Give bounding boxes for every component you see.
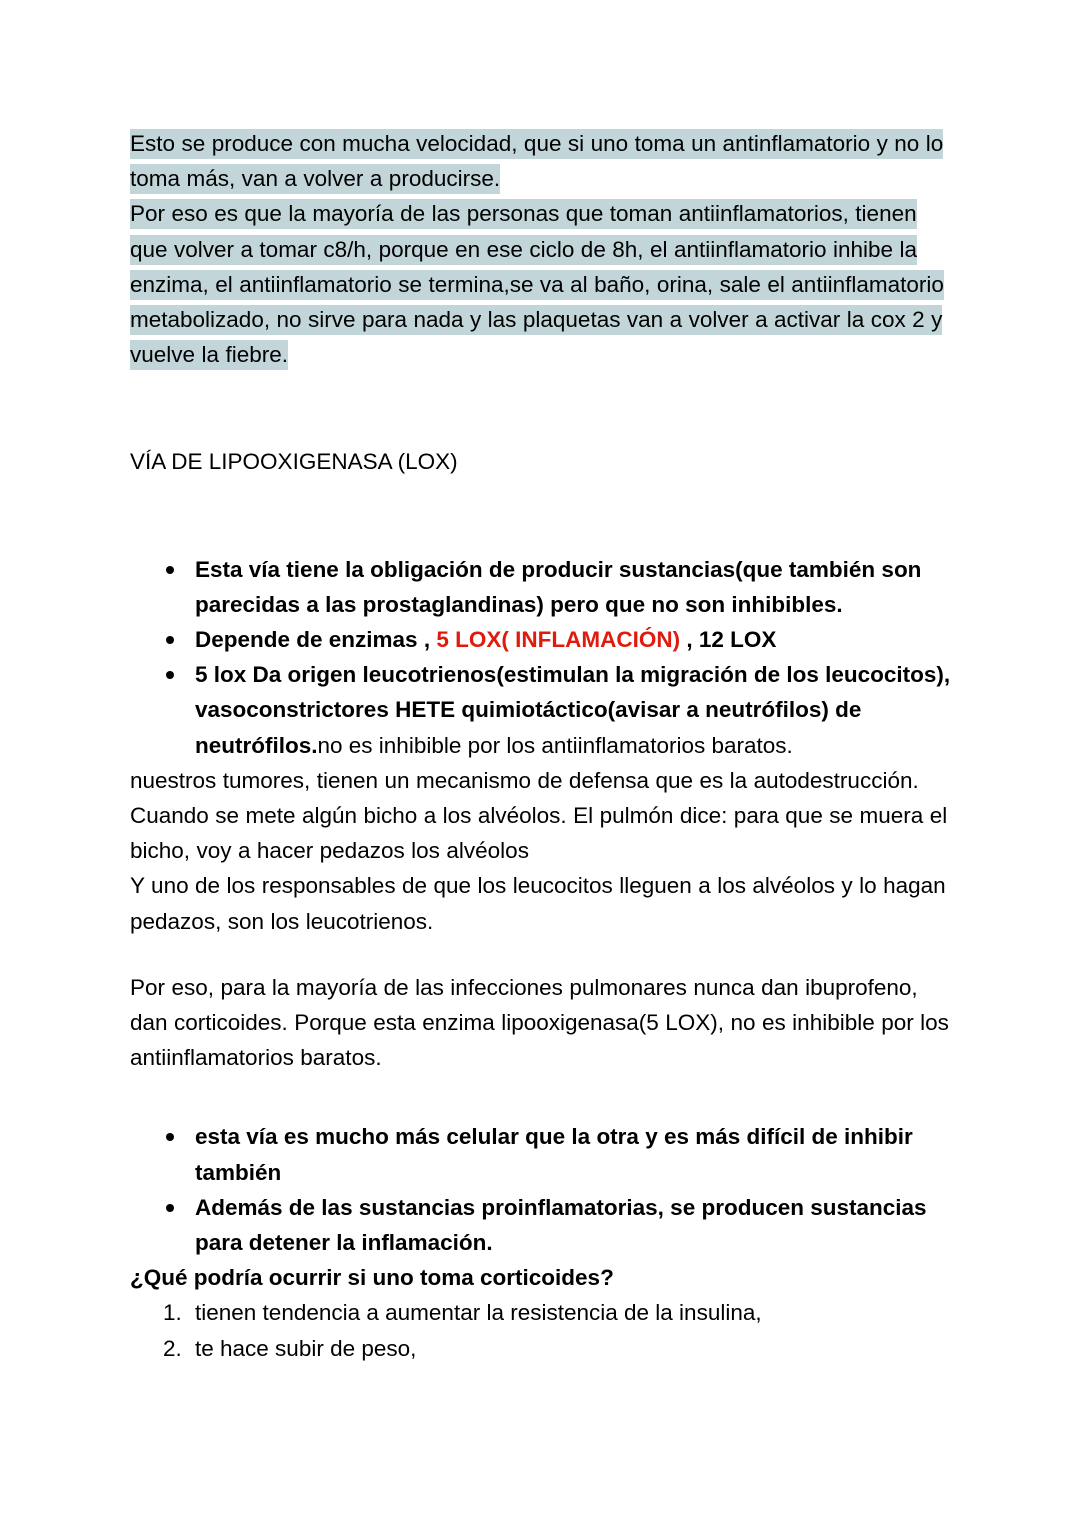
- list-item: [130, 1295, 954, 1330]
- list-item-bold-text: Además de las sustancias proinflamatorias, se producen sustancias para detener la inflamación.: [195, 1194, 927, 1256]
- paragraph-4: Cuando se mete algún bicho a los alvéolos. El pulmón dice: para que se muera el bicho, voy a hacer pedazos los alvéolos: [130, 803, 948, 864]
- list-item-bold-text: 5 lox Da origen leucotrienos(estimulan la migración de los leucocitos), vasoconstrictores HETE quimiotáctico(avisar a neutrófilos) de neutrófilos.: [195, 662, 951, 758]
- list-item: [130, 1190, 954, 1260]
- paragraph-3: nuestros tumores, tienen un mecanismo de defensa que es la autodestrucción.: [130, 767, 919, 793]
- paragraph-highlighted-1: [130, 126, 954, 196]
- question-line: ¿Qué podría ocurrir si uno toma corticoides?: [130, 1265, 614, 1291]
- list-item: [130, 657, 954, 763]
- list-item-bold-text: Depende de enzimas ,: [195, 627, 437, 653]
- list-item-marker: 2.: [163, 1335, 182, 1361]
- spacer: [130, 372, 954, 444]
- bullet-dot-icon: [166, 636, 174, 644]
- list-item-text: tienen tendencia a aumentar la resistencia de la insulina,: [195, 1300, 762, 1326]
- list-item-red-text: 5 LOX( INFLAMACIÓN): [436, 627, 681, 653]
- highlight-span-1: Esto se produce con mucha velocidad, que si uno toma un antinflamatorio y no lo toma más, van a volver a producirse.: [130, 129, 943, 194]
- bullet-dot-icon: [166, 671, 174, 679]
- list-item-regular-text: no es inhibible por los antiinflamatorios baratos.: [317, 732, 793, 758]
- list-item-bold-text: Esta vía tiene la obligación de producir sustancias(que también son parecidas a las prostaglandinas) pero que no son inhibibles.: [195, 556, 922, 617]
- spacer: [130, 480, 954, 552]
- list-item: [130, 1331, 954, 1366]
- list-item: [130, 1119, 954, 1189]
- section-heading-lox: VÍA DE LIPOOXIGENASA (LOX): [130, 449, 458, 475]
- list-item-bold-text: esta vía es mucho más celular que la otra y es más difícil de inhibir también: [195, 1124, 913, 1185]
- list-item-text: te hace subir de peso,: [195, 1335, 417, 1361]
- paragraph-5: Y uno de los responsables de que los leucocitos lleguen a los alvéolos y lo hagan pedazos, son los leucotrienos.: [130, 873, 946, 934]
- bullet-dot-icon: [166, 1133, 174, 1141]
- numbered-list: [130, 1295, 954, 1365]
- paragraph-6: Por eso, para la mayoría de las infecciones pulmonares nunca dan ibuprofeno, dan corticoides. Porque esta enzima lipooxigenasa(5 LOX), no es inhibible por los antiinflamatorios baratos.: [130, 974, 949, 1071]
- list-item: [130, 622, 954, 657]
- list-item-tail-bold-text: , 12 LOX: [680, 627, 777, 653]
- document-body: [130, 126, 954, 1366]
- highlight-span-2: Por eso es que la mayoría de las personas que toman antiinflamatorios, tienen que volver a tomar c8/h, porque en ese ciclo de 8h, el antiinflamatorio inhibe la enzima, el antiinflamatorio se termina,se va al baño, orina, sale el antiinflamatorio metabolizado, no sirve para nada y las plaquetas van a volver a activar la cox 2 y vuelve la fiebre.: [130, 199, 944, 370]
- bullet-list-lox: [130, 552, 954, 763]
- list-item: [130, 552, 954, 622]
- list-item-marker: 1.: [163, 1300, 182, 1326]
- bullet-list-second: [130, 1119, 954, 1260]
- paragraph-highlighted-2: [130, 196, 954, 372]
- bullet-dot-icon: [166, 1204, 174, 1212]
- spacer: [130, 1075, 954, 1119]
- bullet-dot-icon: [166, 566, 174, 574]
- spacer: [130, 939, 954, 970]
